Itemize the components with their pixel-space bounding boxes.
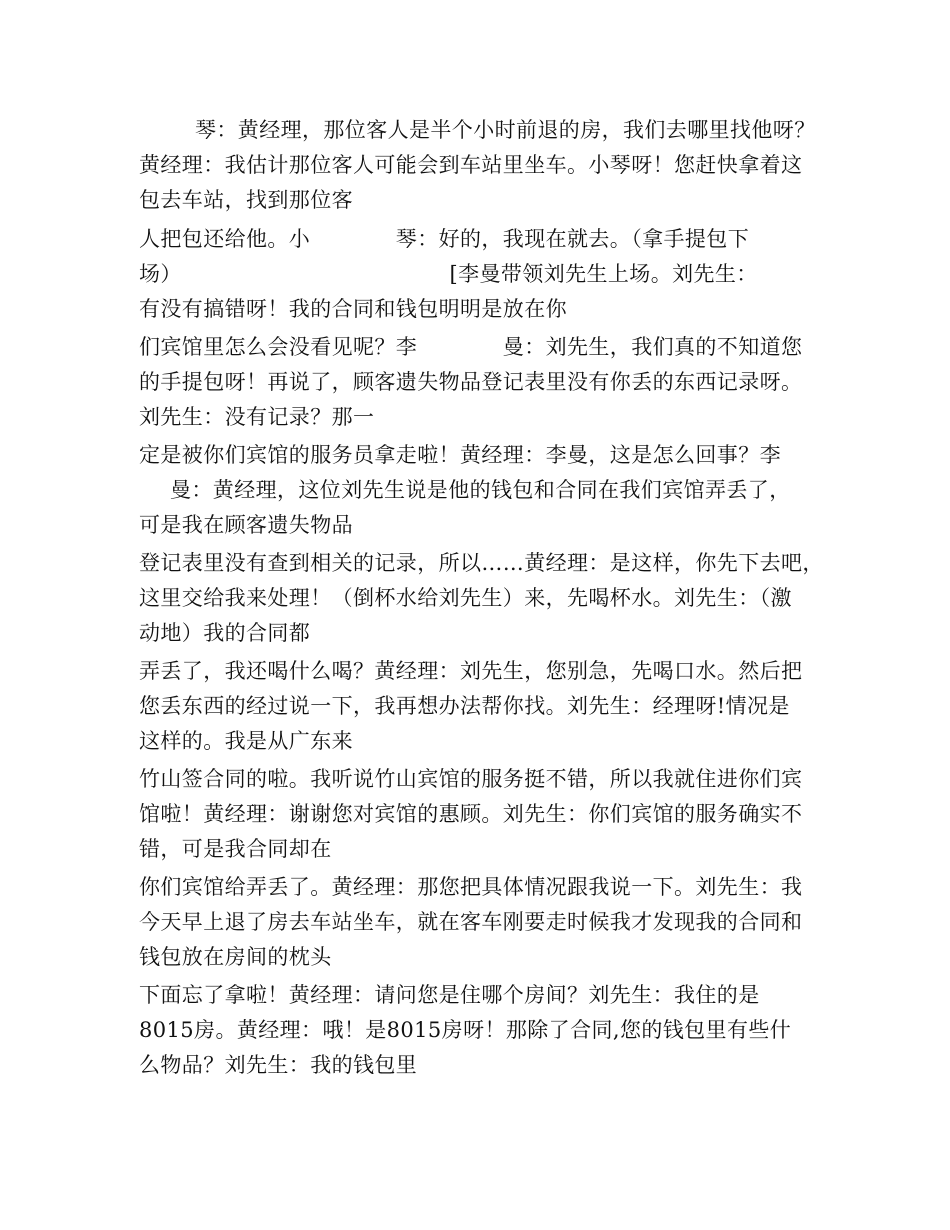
text-line-14: 这里交给我来处理！（倒杯水给刘先生）来，先喝杯水。刘先生：（激 bbox=[139, 586, 792, 610]
text-line-17: 您丢东西的经过说一下，我再想办法帮你找。刘先生：经理呀!情况是 bbox=[139, 694, 790, 718]
text-line-6: 有没有搞错呀！我的合同和钱包明明是放在你 bbox=[139, 297, 567, 321]
text-line-27: 么物品？刘先生：我的钱包里 bbox=[139, 1053, 418, 1077]
text-line-9: 刘先生：没有记录？那一 bbox=[139, 405, 375, 429]
text-line-15: 动地）我的合同都 bbox=[139, 621, 311, 645]
text-line-23: 今天早上退了房去车站坐车，就在客车刚要走时候我才发现我的合同和 bbox=[139, 910, 803, 934]
text-line-25: 下面忘了拿啦！黄经理：请问您是住哪个房间？刘先生：我住的是 bbox=[139, 983, 760, 1007]
text-line-3: 包去车站，找到那位客 bbox=[139, 188, 353, 212]
text-line-5: 场） [李曼带领刘先生上场。刘先生： bbox=[139, 262, 758, 286]
text-line-13: 登记表里没有查到相关的记录，所以……黄经理：是这样，你先下去吧， bbox=[139, 551, 824, 575]
text-line-4: 人把包还给他。小 琴：好的，我现在就去。（拿手提包下 bbox=[139, 227, 750, 251]
text-line-7: 们宾馆里怎么会没看见呢？李 曼：刘先生，我们真的不知道您 bbox=[139, 335, 803, 359]
text-line-21: 错，可是我合同却在 bbox=[139, 837, 332, 861]
text-line-24: 钱包放在房间的枕头 bbox=[139, 945, 332, 969]
text-line-11: 曼：黄经理，这位刘先生说是他的钱包和合同在我们宾馆弄丢了， bbox=[170, 478, 791, 502]
text-line-20: 馆啦！黄经理：谢谢您对宾馆的惠顾。刘先生：你们宾馆的服务确实不 bbox=[139, 802, 803, 826]
text-line-2: 黄经理：我估计那位客人可能会到车站里坐车。小琴呀！您赶快拿着这 bbox=[139, 153, 803, 177]
text-line-10: 定是被你们宾馆的服务员拿走啦！黄经理：李曼，这是怎么回事？李 bbox=[139, 443, 781, 467]
text-line-22: 你们宾馆给弄丢了。黄经理：那您把具体情况跟我说一下。刘先生：我 bbox=[139, 875, 803, 899]
text-line-26: 8015房。黄经理：哦！是8015房呀！那除了合同,您的钱包里有些什 bbox=[139, 1018, 792, 1042]
text-line-12: 可是我在顾客遗失物品 bbox=[139, 513, 353, 537]
text-line-1: 琴：黄经理，那位客人是半个小时前退的房，我们去哪里找他呀？ bbox=[195, 118, 816, 142]
text-line-19: 竹山签合同的啦。我听说竹山宾馆的服务挺不错，所以我就住进你们宾 bbox=[139, 767, 803, 791]
text-line-18: 这样的。我是从广东来 bbox=[139, 729, 353, 753]
text-line-8: 的手提包呀！再说了，顾客遗失物品登记表里没有你丢的东西记录呀。 bbox=[139, 370, 803, 394]
text-line-16: 弄丢了，我还喝什么喝？黄经理：刘先生，您别急，先喝口水。然后把 bbox=[139, 659, 803, 683]
